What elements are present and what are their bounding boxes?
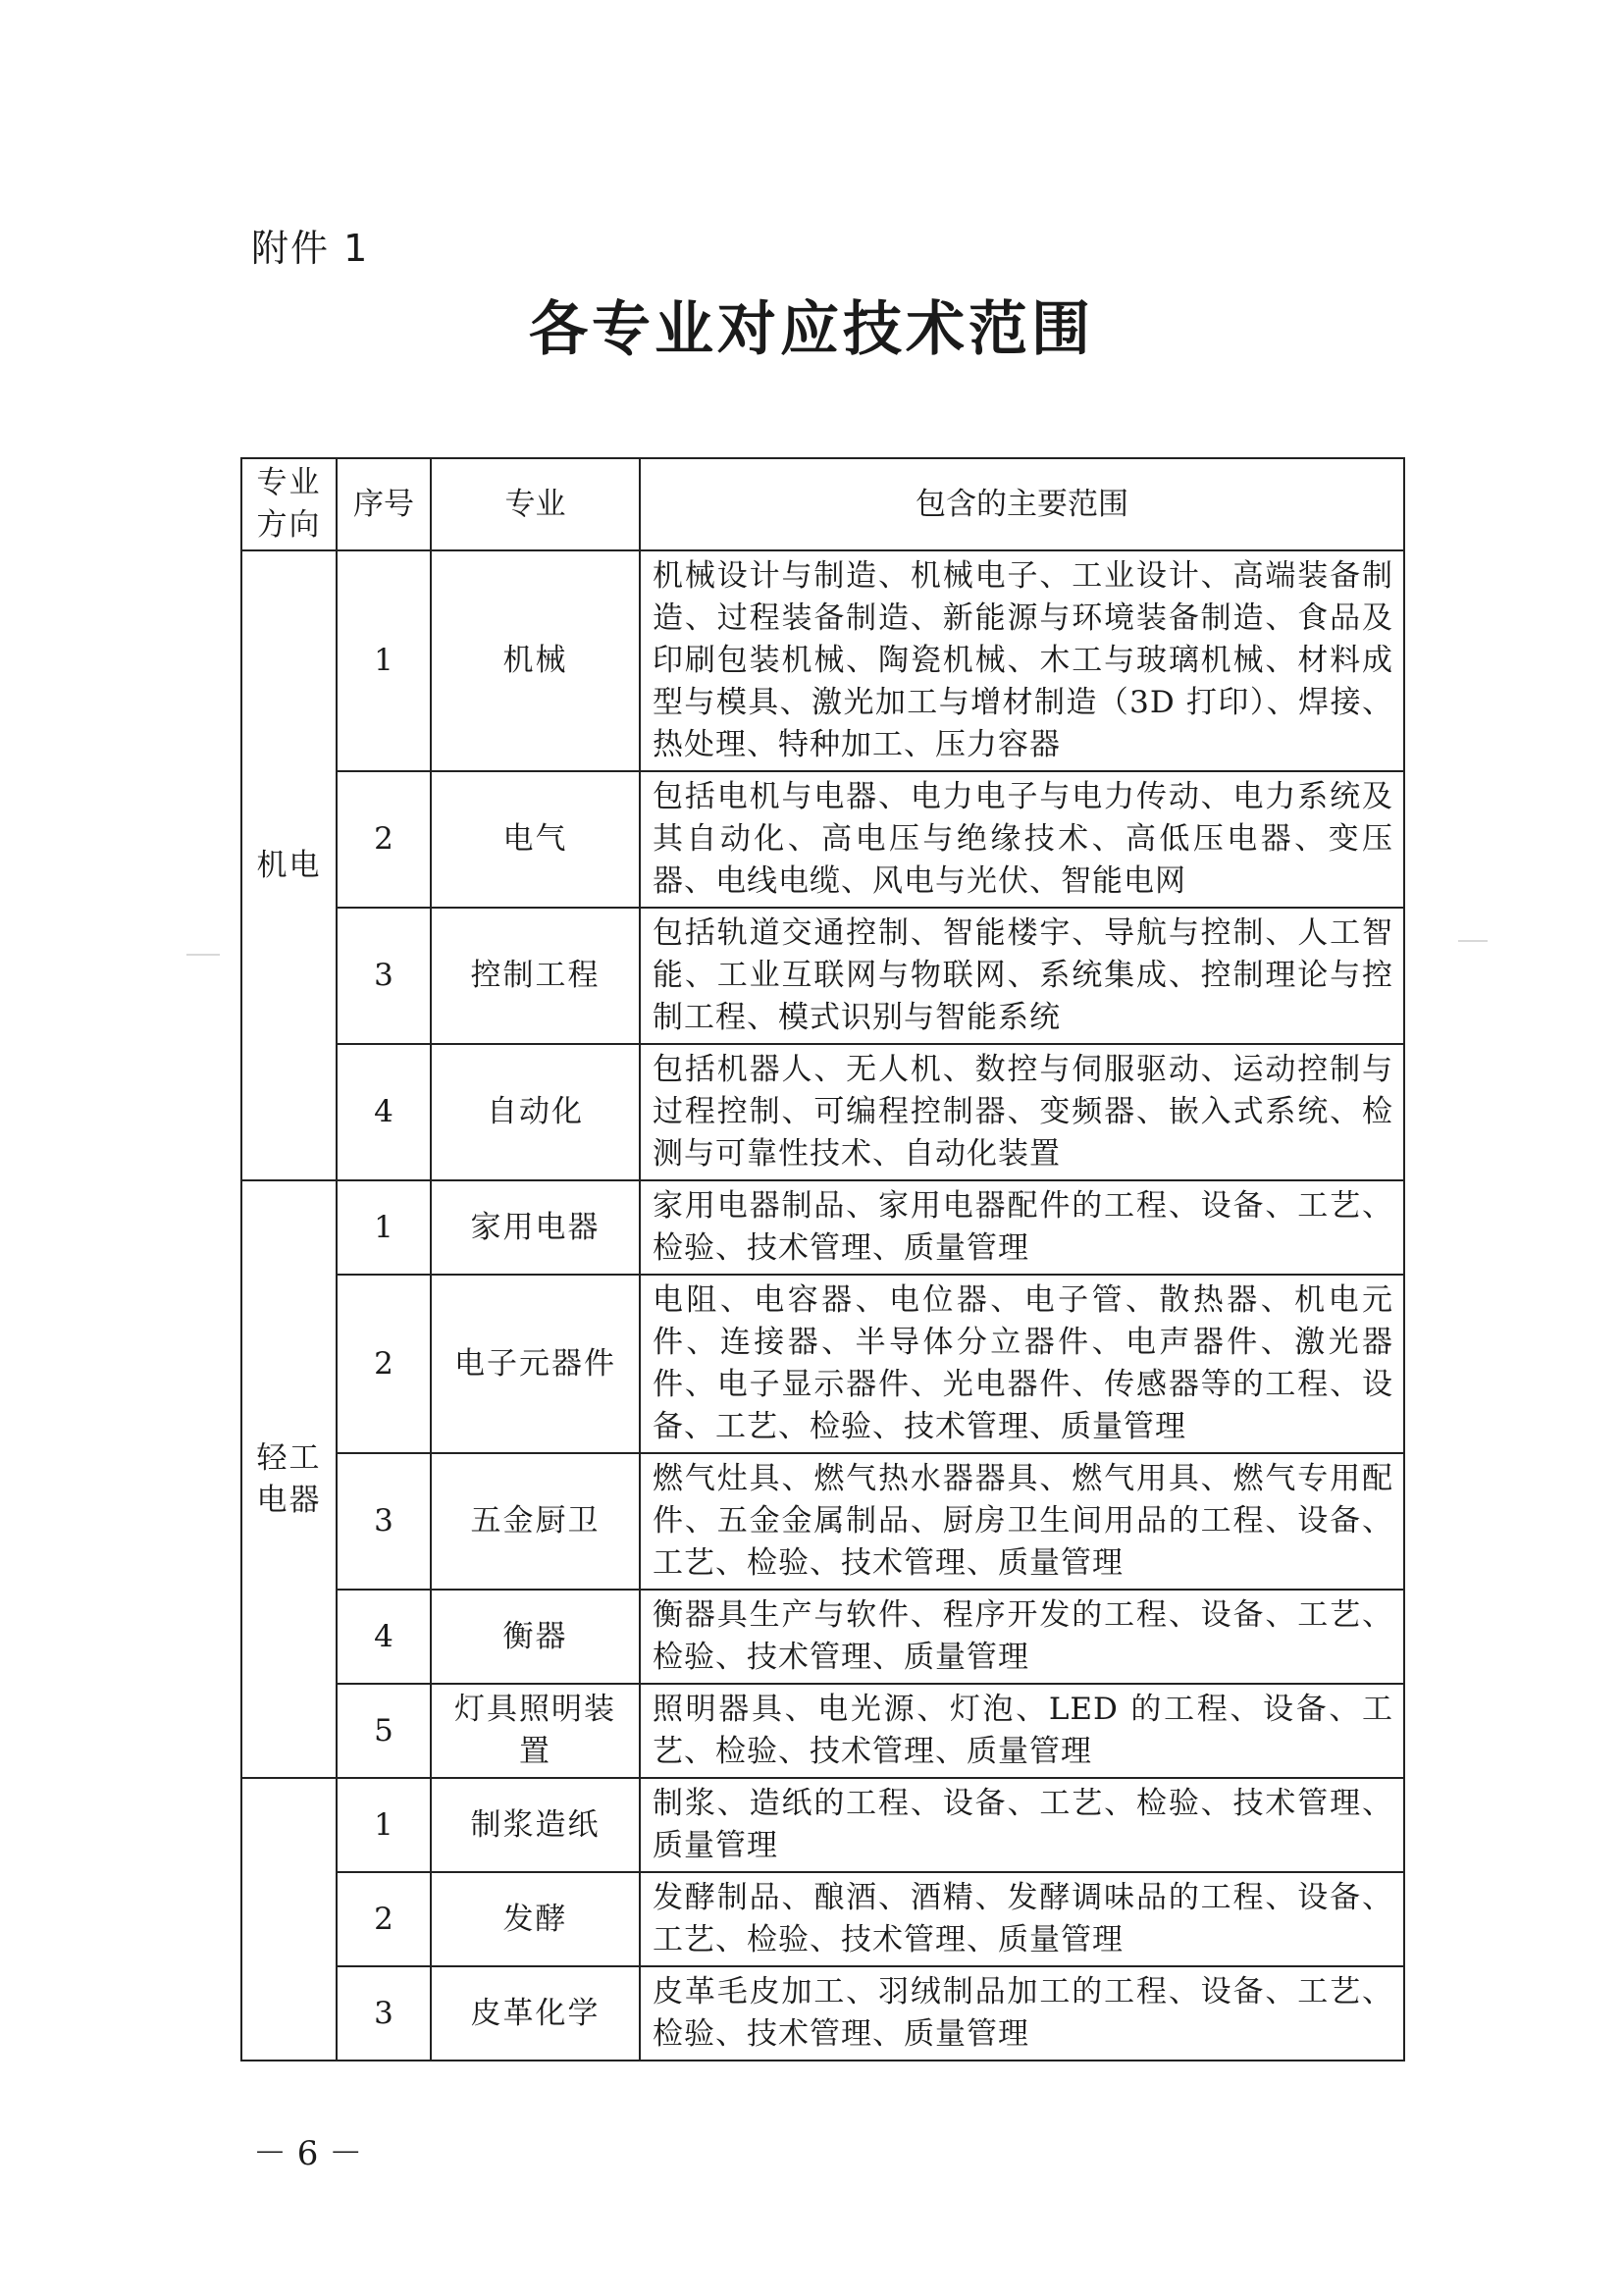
scope-text: 包括机器人、无人机、数控与伺服驱动、运动控制与过程控制、可编程控制器、变频器、嵌入式系统、检测与可靠性技术、自动化装置: [640, 1044, 1404, 1180]
major-name: 发酵: [431, 1872, 640, 1966]
header-major: 专业: [431, 458, 640, 550]
table-row: [241, 1044, 1404, 1180]
scope-text: 照明器具、电光源、灯泡、LED 的工程、设备、工艺、检验、技术管理、质量管理: [640, 1684, 1404, 1778]
row-number: 1: [337, 1180, 431, 1275]
direction-cell: [241, 1180, 337, 1778]
scope-text: 衡器具生产与软件、程序开发的工程、设备、工艺、检验、技术管理、质量管理: [640, 1590, 1404, 1684]
header-scope: 包含的主要范围: [640, 458, 1404, 550]
header-direction: [241, 458, 337, 550]
header-direction-label: 专业方向: [256, 465, 322, 543]
major-name-label: 灯具照明装置: [454, 1692, 616, 1769]
scope-text: 包括电机与电器、电力电子与电力传动、电力系统及其自动化、高电压与绝缘技术、高低压电器、变压器、电线电缆、风电与光伏、智能电网: [640, 771, 1404, 908]
header-number: 序号: [337, 458, 431, 550]
row-number: 5: [337, 1684, 431, 1778]
row-number: 3: [337, 1966, 431, 2061]
scan-mark-right: [1458, 940, 1488, 942]
row-number: 3: [337, 1453, 431, 1590]
page-number: － 6 －: [253, 2134, 363, 2173]
table-row: [241, 908, 1404, 1044]
scope-table: [240, 457, 1405, 2061]
scope-text: 燃气灶具、燃气热水器器具、燃气用具、燃气专用配件、五金金属制品、厨房卫生间用品的工程、设备、工艺、检验、技术管理、质量管理: [640, 1453, 1404, 1590]
table-row: [241, 550, 1404, 771]
row-number: 1: [337, 550, 431, 771]
table-row: [241, 1590, 1404, 1684]
scope-text: 皮革毛皮加工、羽绒制品加工的工程、设备、工艺、检验、技术管理、质量管理: [640, 1966, 1404, 2061]
major-name: 机械: [431, 550, 640, 771]
direction-cell: [241, 1778, 337, 2061]
document-title: 各专业对应技术范围: [529, 295, 1094, 364]
scope-text: 家用电器制品、家用电器配件的工程、设备、工艺、检验、技术管理、质量管理: [640, 1180, 1404, 1275]
major-name: 电气: [431, 771, 640, 908]
table-row: [241, 1275, 1404, 1453]
attachment-label: 附件 1: [251, 227, 370, 270]
major-name: 家用电器: [431, 1180, 640, 1275]
major-name: 自动化: [431, 1044, 640, 1180]
scope-text: 制浆、造纸的工程、设备、工艺、检验、技术管理、质量管理: [640, 1778, 1404, 1872]
major-name: 电子元器件: [431, 1275, 640, 1453]
table-row: [241, 1684, 1404, 1778]
scope-text: 发酵制品、酿酒、酒精、发酵调味品的工程、设备、工艺、检验、技术管理、质量管理: [640, 1872, 1404, 1966]
row-number: 1: [337, 1778, 431, 1872]
direction-cell: 机电: [241, 550, 337, 1180]
table-row: [241, 1180, 1404, 1275]
row-number: 4: [337, 1590, 431, 1684]
row-number: 2: [337, 771, 431, 908]
major-name: 控制工程: [431, 908, 640, 1044]
major-name: 衡器: [431, 1590, 640, 1684]
table-row: [241, 771, 1404, 908]
row-number: 4: [337, 1044, 431, 1180]
table-row: [241, 1966, 1404, 2061]
major-name: 制浆造纸: [431, 1778, 640, 1872]
row-number: 2: [337, 1872, 431, 1966]
major-name: 五金厨卫: [431, 1453, 640, 1590]
table-header-row: [241, 458, 1404, 550]
direction-label: 轻工电器: [256, 1439, 322, 1518]
table-row: [241, 1453, 1404, 1590]
row-number: 2: [337, 1275, 431, 1453]
scan-mark-left: [186, 954, 220, 956]
table-row: [241, 1872, 1404, 1966]
row-number: 3: [337, 908, 431, 1044]
major-name: [431, 1684, 640, 1778]
scope-text: 机械设计与制造、机械电子、工业设计、高端装备制造、过程装备制造、新能源与环境装备制造、食品及印刷包装机械、陶瓷机械、木工与玻璃机械、材料成型与模具、激光加工与增材制造（3D 打印）、焊接、热处理、特种加工、压力容器: [640, 550, 1404, 771]
major-name: 皮革化学: [431, 1966, 640, 2061]
scope-text: 包括轨道交通控制、智能楼宇、导航与控制、人工智能、工业互联网与物联网、系统集成、控制理论与控制工程、模式识别与智能系统: [640, 908, 1404, 1044]
scope-text: 电阻、电容器、电位器、电子管、散热器、机电元件、连接器、半导体分立器件、电声器件、激光器件、电子显示器件、光电器件、传感器等的工程、设备、工艺、检验、技术管理、质量管理: [640, 1275, 1404, 1453]
table-row: [241, 1778, 1404, 1872]
